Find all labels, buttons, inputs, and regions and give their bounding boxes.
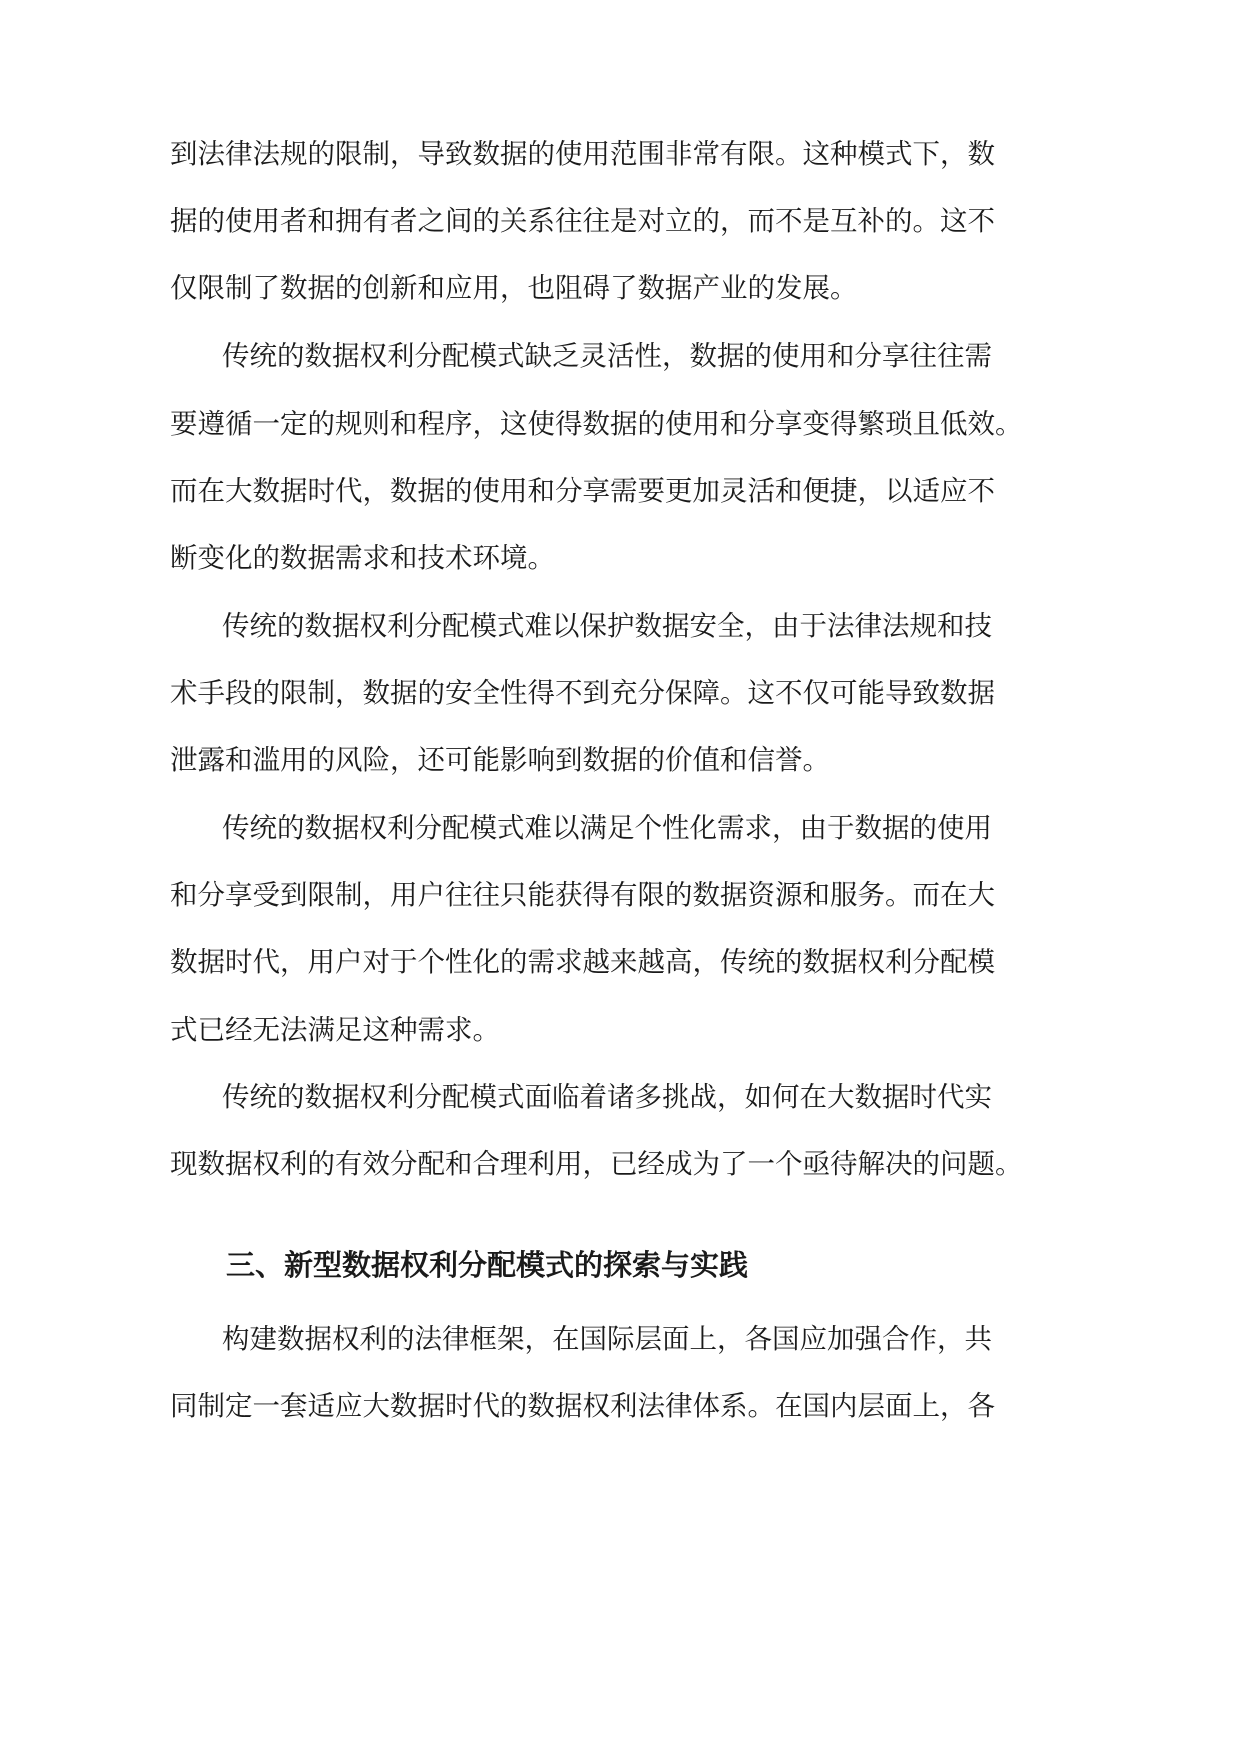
- paragraph-5-line-1: 传统的数据权利分配模式面临着诸多挑战，如何在大数据时代实: [222, 1081, 992, 1113]
- paragraph-2-line-4: 断变化的数据需求和技术环境。: [170, 542, 555, 574]
- paragraph-1-line-1: 到法律法规的限制，导致数据的使用范围非常有限。这种模式下，数: [170, 138, 995, 170]
- paragraph-6-line-1: 构建数据权利的法律框架，在国际层面上，各国应加强合作，共: [222, 1323, 992, 1355]
- paragraph-1-line-3: 仅限制了数据的创新和应用，也阻碍了数据产业的发展。: [170, 272, 858, 304]
- paragraph-3-line-1: 传统的数据权利分配模式难以保护数据安全，由于法律法规和技: [222, 610, 992, 642]
- section-heading: 三、新型数据权利分配模式的探索与实践: [226, 1248, 749, 1282]
- paragraph-2-line-3: 而在大数据时代，数据的使用和分享需要更加灵活和便捷，以适应不: [170, 475, 995, 507]
- paragraph-1-line-2: 据的使用者和拥有者之间的关系往往是对立的，而不是互补的。这不: [170, 205, 995, 237]
- paragraph-2-line-2: 要遵循一定的规则和程序，这使得数据的使用和分享变得繁琐且低效。: [170, 408, 1023, 440]
- paragraph-2-line-1: 传统的数据权利分配模式缺乏灵活性，数据的使用和分享往往需: [222, 340, 992, 372]
- paragraph-4-line-3: 数据时代，用户对于个性化的需求越来越高，传统的数据权利分配模: [170, 946, 995, 978]
- paragraph-6-line-2: 同制定一套适应大数据时代的数据权利法律体系。在国内层面上，各: [170, 1390, 995, 1422]
- paragraph-4-line-4: 式已经无法满足这种需求。: [170, 1014, 500, 1046]
- paragraph-4-line-1: 传统的数据权利分配模式难以满足个性化需求，由于数据的使用: [222, 812, 992, 844]
- paragraph-3-line-3: 泄露和滥用的风险，还可能影响到数据的价值和信誉。: [170, 744, 830, 776]
- paragraph-4-line-2: 和分享受到限制，用户往往只能获得有限的数据资源和服务。而在大: [170, 879, 995, 911]
- paragraph-3-line-2: 术手段的限制，数据的安全性得不到充分保障。这不仅可能导致数据: [170, 677, 995, 709]
- paragraph-5-line-2: 现数据权利的有效分配和合理利用，已经成为了一个亟待解决的问题。: [170, 1148, 1023, 1180]
